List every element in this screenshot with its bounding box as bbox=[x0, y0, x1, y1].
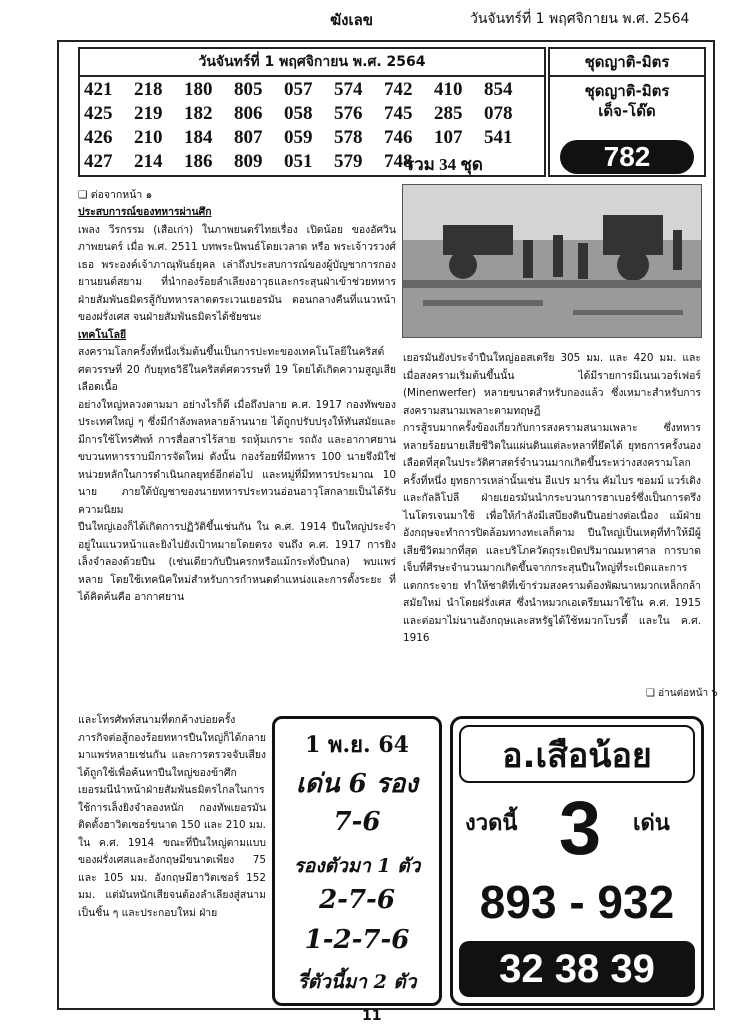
lottery-number: 746 bbox=[384, 127, 413, 148]
article-para-6: เยอรมนีนำหน้าฝ่ายสัมพันธมิตรไกลในการใช้การเล็งยิงจำลองหนัก กองทัพเยอรมันติดตั้งฮาวิตเซอร์ขนาด 150 และ 210 มม. ใน ค.ศ. 1914 ขณะที่ปืนใหญ่ตามแบบของฝรั่งเศสและอังกฤษมีขนาดเพียง 75 และ 105 มม. อังกฤษมีฮาวิตเซอร์ 152 มม. แต่มันหนักเสียจนต้องลำเลียงสู่สนามเป็นชิ้น ๆ และประกอบใหม่ ฝ่าย bbox=[78, 784, 266, 919]
box2-big-number: 3 bbox=[558, 786, 602, 871]
lottery-number: 574 bbox=[334, 79, 363, 100]
lottery-number: 806 bbox=[234, 103, 263, 124]
lottery-number: 745 bbox=[384, 103, 413, 124]
lottery-number: 210 bbox=[134, 127, 163, 148]
lottery-number: 184 bbox=[184, 127, 213, 148]
article-left-column bbox=[78, 204, 396, 607]
article-heading-1: ประสบการณ์ของทหารผ่านศึก bbox=[78, 206, 212, 218]
war-photo bbox=[402, 184, 702, 338]
box2-bar-numbers: 32 38 39 bbox=[459, 941, 695, 997]
box1-line-6: รี่ตัวนี้มา 2 ตัว bbox=[297, 971, 417, 993]
article-heading-2: เทคโนโลยี bbox=[78, 328, 127, 341]
box2-label-right: เด่น bbox=[633, 811, 670, 836]
lottery-number: 078 bbox=[484, 103, 513, 124]
newspaper-title: ฆังเลข bbox=[330, 11, 374, 29]
article-right-column bbox=[403, 350, 701, 648]
box1-line-5: 1-2-7-6 bbox=[304, 925, 410, 955]
lottery-number: 186 bbox=[184, 151, 213, 172]
pair-box-subtitle-1: ชุดญาติ-มิตร bbox=[584, 82, 670, 100]
article-para-7: เยอรมันยังประจำปืนใหญ่ออสเตรีย 305 มม. และ 420 มม. และเมื่อสงครามเริ่มต้นขึ้นนั้น ได้มีรายการมีเนนเวอร์เฟอร์ (Minenwerfer) หลายขนาดสำหรับกองแล้ว ซึ่งเหมาะสำหรับการสงครามสนามเพลาะตามทฤษฎี bbox=[403, 352, 701, 417]
box2-pair-numbers: 893 - 932 bbox=[479, 876, 675, 928]
lottery-table bbox=[78, 47, 546, 177]
lottery-number: 854 bbox=[484, 79, 513, 100]
article-para-8: การสู้รบมากครั้งข้องเกี่ยวกับการสงครามสนามเพลาะ ซึ่งทหารหลายร้อยนายเสียชีวิตในแผ่นดินแต่ละหลาที่ยึดได้ ยุทธการครั้งนองเลือดที่สุดในประวัติศาสตร์จำนวนมากเกิดขึ้นระหว่างสงครามโลกครั้งที่หนึ่ง ยุทธการเหล่านั้นเช่น อีแปร มาร์น คัมไบร ซอมม์ แวร์เดิง และกัลลิโปลี ฝ่ายเยอรมันนำกระบวนการฮาเบอร์ซึ่งเป็นการตรึงไนโตรเจนมาใช้ เพื่อให้กำลังมีเสบียงดินปืนอย่างต่อเนื่อง แม้ฝ่ายอังกฤษจะทำการปิดล้อมทางทะเลก็ตาม ปืนใหญ่เป็นเหตุที่ทำให้มีผู้เสียชีวิตมากที่สุด และบริโภควัตถุระเบิดปริมาณมหาศาล การบาดเจ็บที่ศีรษะจำนวนมากเกิดขึ้นจากกระสุนปืนใหญ่ที่ระเบิดและการแตกกระจาย ทำให้ชาติที่เข้าร่วมสงครามต้องพัฒนาหมวกเหล็กกล้าสมัยใหม่ นำโดยฝรั่งเศส ซึ่งนำหมวกเอเดรียนมาใช้ใน ค.ศ. 1915 และต่อมาไม่นานอังกฤษและสหรัฐได้ใช้หมวกโบรดี้ และใน ค.ศ. 1916 bbox=[403, 422, 701, 644]
header-date: วันจันทร์ที่ 1 พฤศจิกายน พ.ศ. 2564 bbox=[470, 11, 690, 27]
box1-line-1: เด่น 6 รอง bbox=[295, 769, 418, 799]
lottery-number: 107 bbox=[434, 127, 463, 148]
lottery-total: รวม 34 ชุด bbox=[405, 155, 483, 174]
box1-line-2: 7-6 bbox=[333, 807, 381, 837]
pair-box bbox=[548, 47, 706, 177]
lottery-number: 426 bbox=[84, 127, 113, 148]
box2-label-left: งวดนี้ bbox=[465, 811, 518, 836]
lottery-number: 427 bbox=[84, 151, 113, 172]
article-para-1: เพลง วีรกรรม (เสือเก่า) ในภาพยนตร์ไทยเรื่อง เปิดน้อย ของอัศวินภาพยนตร์ เมื่อ พ.ศ. 2511 บทพระนิพนธ์โดยเวลาด หรือ พระเจ้าวรวงศ์เธอ พระองค์เจ้าภาณุพันธ์ยุคล เล่าถึงประสบการณ์ของผู้บัญชาการกองยานยนต์สยาม ที่นำกองร้อยลำเลียงอาวุธและกระสุนฝ่าเข้าช่วยทหารฝ่ายสัมพันธมิตรสู้กับทหารลาดตระเวนเยอรมัน ตอนกลางคืนที่แนวหน้าของฝรั่งเศส จนฝ่ายสัมพันธมิตรได้ชัยชนะ bbox=[78, 223, 396, 323]
lottery-number: 410 bbox=[434, 79, 463, 100]
lottery-number: 425 bbox=[84, 103, 113, 124]
lottery-number: 218 bbox=[134, 79, 163, 100]
article-para-5: และโทรศัพท์สนามที่ตกค้างบ่อยครั้ง ภารกิจต่อสู้กองร้อยทหารปืนใหญ่ก็ได้กลายมาแพร่หลายเช่นกัน และการตรวจจับเสียงได้ถูกใช้เพื่อค้นหาปืนใหญ่ของข้าศึก bbox=[78, 714, 266, 779]
pair-box-subtitle bbox=[550, 81, 704, 121]
lottery-number: 748 bbox=[384, 151, 413, 172]
box1-date: 1 พ.ย. 64 bbox=[305, 732, 409, 758]
lottery-number: 214 bbox=[134, 151, 163, 172]
article-para-3: อย่างใหญ่หลวงตามมา อย่างไรก็ดี เมื่อถึงปลาย ค.ศ. 1917 กองทัพของประเทศใหญ่ ๆ ซึ่งมีกำลังพลหลายล้านนาย ได้ถูกปรับปรุงให้ทันสมัยและมีการใช้โทรศัพท์ การสื่อสารไร้สาย รถหุ้มเกราะ รถถัง และอากาศยาน ขบวนทหารราบมีการจัดใหม่ ดังนั้น กองร้อยที่มีทหาร 100 นายจึงมิใช่หน่วยหลักในการดำเนินกลยุทธ์อีกต่อไป และหมู่ที่มีทหารประมาณ 10 นาย ภายใต้บัญชาของนายทหารประทวนอ่อนอาวุโสกลายเป็นได้รับความนิยม bbox=[78, 398, 396, 516]
article-left-lower-column bbox=[78, 712, 266, 922]
lottery-number: 578 bbox=[334, 127, 363, 148]
lottery-number: 058 bbox=[284, 103, 313, 124]
lottery-number: 219 bbox=[134, 103, 163, 124]
lottery-number: 576 bbox=[334, 103, 363, 124]
artillery-photo-illustration bbox=[403, 185, 701, 337]
lottery-number: 051 bbox=[284, 151, 313, 172]
lottery-number: 182 bbox=[184, 103, 213, 124]
lottery-number: 742 bbox=[384, 79, 413, 100]
lottery-number: 805 bbox=[234, 79, 263, 100]
lottery-number: 059 bbox=[284, 127, 313, 148]
pair-box-title: ชุดญาติ-มิตร bbox=[550, 49, 704, 77]
lottery-heading: วันจันทร์ที่ 1 พฤศจิกายน พ.ศ. 2564 bbox=[80, 49, 544, 77]
page-number: 11 bbox=[362, 1008, 382, 1024]
lottery-number: 180 bbox=[184, 79, 213, 100]
article-para-2: สงครามโลกครั้งที่หนึ่งเริ่มต้นขึ้นเป็นการปะทะของเทคโนโลยีในคริสต์ศตวรรษที่ 20 กับยุทธวิธีในคริสต์ศตวรรษที่ 19 โดยได้เกิดความสูญเสียเลือดเนื้อ bbox=[78, 346, 396, 393]
lottery-number: 579 bbox=[334, 151, 363, 172]
lottery-number: 809 bbox=[234, 151, 263, 172]
read-more-note: ❑ อ่านต่อหน้า ๖ bbox=[646, 688, 718, 699]
article-para-4: ปืนใหญ่เองก็ได้เกิดการปฏิวัติขึ้นเช่นกัน ใน ค.ศ. 1914 ปืนใหญ่ประจำอยู่ในแนวหน้าและยิงไปยังเป้าหมายโดยตรง จนถึง ค.ศ. 1917 การยิงเล็งจำลองด้วยปืน (เช่นเดียวกับปืนครกหรือแม้กระทั่งปืนกล) พบแพร่หลาย โดยใช้เทคนิคใหม่สำหรับการกำหนดตำแหน่งและการตั้งระยะ ที่ได้คิดค้นคือ อากาศยาน bbox=[78, 521, 396, 603]
lottery-number: 285 bbox=[434, 103, 463, 124]
lottery-number: 807 bbox=[234, 127, 263, 148]
box1-line-3: รองตัวมา 1 ตัว bbox=[293, 855, 421, 877]
box2-name: อ.เสือน้อย bbox=[459, 725, 695, 783]
pair-box-subtitle-2: เด็จ-โด๊ด bbox=[598, 102, 656, 120]
prediction-box-2 bbox=[450, 716, 704, 1006]
continued-note: ❑ ต่อจากหน้า ๑ bbox=[78, 189, 153, 201]
lottery-number: 057 bbox=[284, 79, 313, 100]
prediction-box-1 bbox=[272, 716, 442, 1006]
lottery-number: 421 bbox=[84, 79, 113, 100]
box1-line-4: 2-7-6 bbox=[319, 885, 395, 915]
lottery-number: 541 bbox=[484, 127, 513, 148]
pair-box-number: 782 bbox=[560, 140, 694, 174]
